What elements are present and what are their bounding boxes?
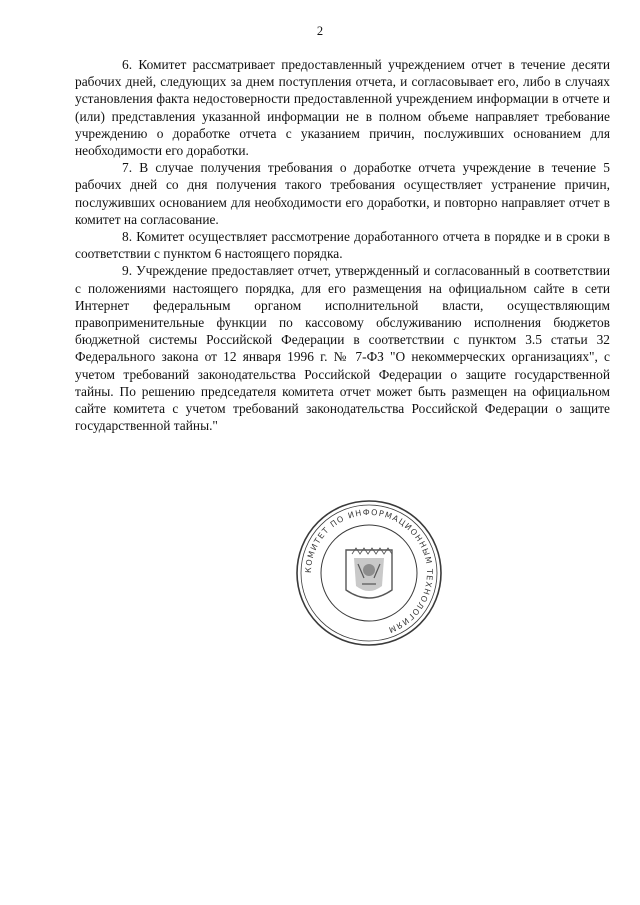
paragraph-6: 6. Комитет рассматривает предоставленный учреждением отчет в течение десяти рабочих дней, следующих за днем поступления отчета, и согласовывает его, либо в случаях установления факта недостоверности предоставленной учреждением информации в отчете и (или) представления указанной информации не в полном объеме направляет требование учреждению о доработке отчета с указанием причин, послуживших основанием для необходимости его доработки. — [75, 57, 610, 159]
paragraph-7: 7. В случае получения требования о доработке отчета учреждение в течение 5 рабочих дней со дня получения такого требования осуществляет устранение причин, послуживших основанием для необходимости его доработки, и повторно направляет отчет в комитет на согласование. — [75, 160, 610, 227]
official-seal — [294, 498, 444, 648]
page-number: 2 — [316, 24, 324, 38]
seal-ring-text: КОМИТЕТ ПО ИНФОРМАЦИОННЫМ ТЕХНОЛОГИЯМ — [303, 507, 435, 635]
document-body — [75, 56, 610, 434]
paragraph-8: 8. Комитет осуществляет рассмотрение доработанного отчета в порядке и в сроки в соответствии с пунктом 6 настоящего порядка. — [75, 229, 610, 262]
paragraph-9: 9. Учреждение предоставляет отчет, утвержденный и согласованный в соответствии с положениями настоящего порядка, для его размещения на официальном сайте в сети Интернет федеральным органом исполнительной власти, осуществляющим правоприменительные функции по кассовому обслуживанию исполнения бюджетов бюджетной системы Российской Федерации в соответствии с пунктом 3.5 статьи 32 Федерального закона от 12 января 1996 г. № 7-ФЗ "О некоммерческих организациях", с учетом требований законодательства Российской Федерации о защите государственной тайны. По решению председателя комитета отчет может быть размещен на официальном сайте комитета с учетом требований законодательства Российской Федерации о защите государственной тайны." — [75, 263, 610, 434]
coat-of-arms-icon — [346, 548, 392, 598]
